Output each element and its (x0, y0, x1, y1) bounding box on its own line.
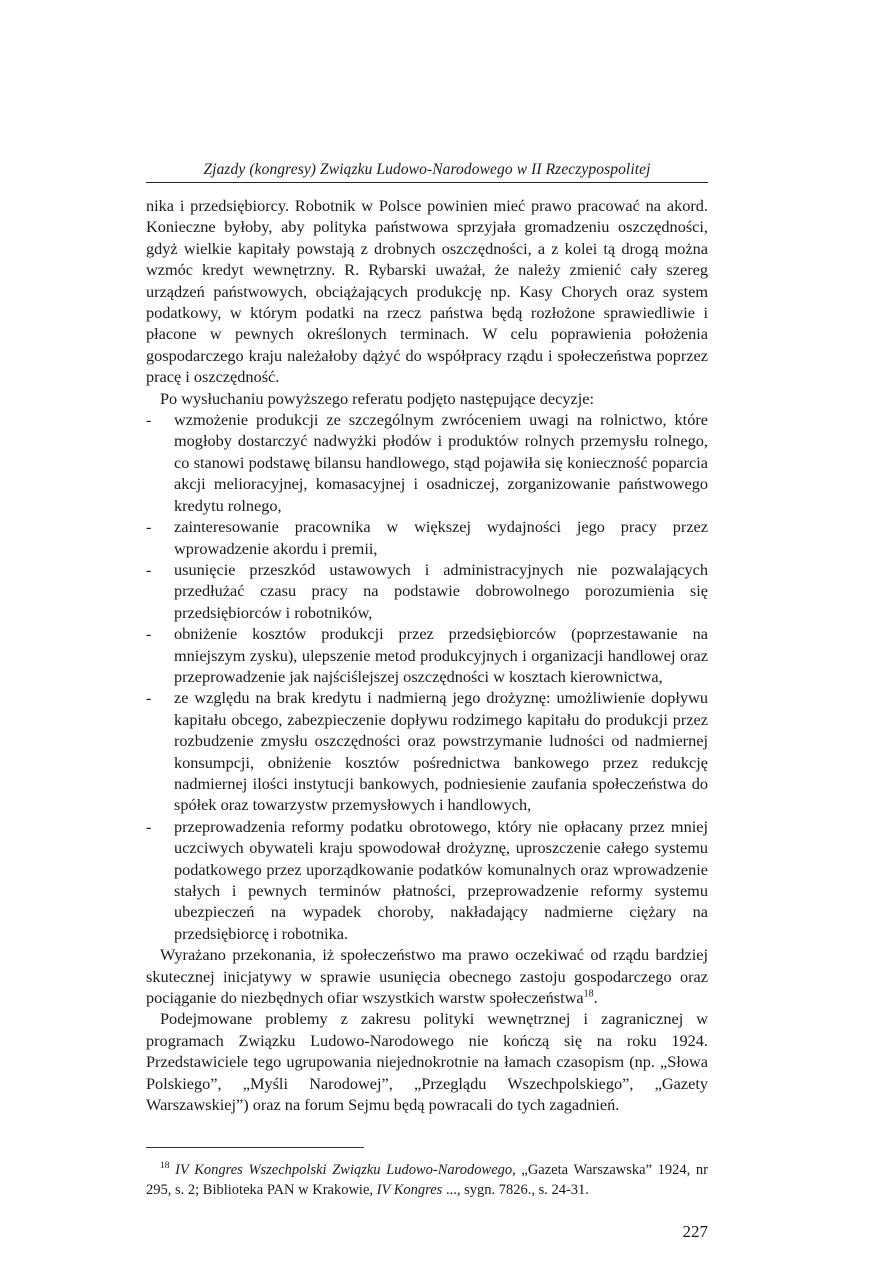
list-item-text: wzmożenie produkcji ze szczególnym zwróceniem uwagi na rolnictwo, które mogłoby dostarczyć nadwyżki płodów i produktów rolnych przemysłu rolnego, co stanowi podstawę bilansu handlowego, stąd pojawiła się konieczność poparcia akcji melioracyjnej, komasacyjnej i osadniczej, zorganizowanie państwowego kredytu rolnego, (174, 410, 708, 515)
list-item-text: obniżenie kosztów produkcji przez przedsiębiorców (poprzestawanie na mniejszym zysku), ulepszenie metod produkcyjnych i organizacji handlowej oraz przeprowadzenie jak najściślejszej oszczędności w kosztach kierownictwa, (174, 624, 708, 686)
paragraph-decisions-intro: Po wysłuchaniu powyższego referatu podjęto następujące decyzje: (160, 388, 595, 408)
list-item-text: przeprowadzenia reformy podatku obrotowego, który nie opłacany przez mniej uczciwych obywateli kraju spowodował drożyznę, uproszczenie całego systemu podatkowego przez uporządkowanie podatków komunalnych oraz wprowadzenie stałych i pewnych terminów płatności, przeprowadzenie reformy systemu ubezpieczeń na wypadek choroby, nakładający nadmierne ciężary na przedsiębiorcę i robotnika. (174, 816, 708, 943)
list-item (146, 816, 708, 944)
dash-bullet: - (146, 688, 152, 708)
page-number: 227 (682, 1222, 708, 1242)
list-item-text: usunięcie przeszkód ustawowych i administracyjnych nie pozwalających przedłużać czasu pracy na podstawie dobrowolnego porozumienia się przedsiębiorców i robotników, (174, 559, 708, 622)
footnote-separator (146, 1147, 364, 1148)
list-item (146, 687, 708, 815)
dash-bullet: - (146, 816, 152, 836)
dash-bullet: - (146, 410, 152, 430)
paragraph-expectations-text: Wyrażano przekonania, iż społeczeństwo ma prawo oczekiwać od rządu bardziej skutecznej inicjatywy w sprawie usunięcia obecnego zastoju gospodarczego oraz pociąganie do niezbędnych ofiar wszystkich warstw społeczeństwa (146, 945, 708, 1008)
list-item (146, 623, 708, 687)
paragraph-conclusion: Podejmowane problemy z zakresu polityki wewnętrznej i zagranicznej w programach Związku Ludowo-Narodowego nie kończą się na roku 1924. Przedstawiciele tego ugrupowania niejednokrotnie na łamach czasopism (np. „Słowa Polskiego”, „Myśli Narodowej”, „Przeglądu Wszechpolskiego”, „Gazety Warszawskiej”) oraz na forum Sejmu będą powracali do tych zagadnień. (146, 1009, 708, 1115)
footnote-text-2: ..., sygn. 7826., s. 24-31. (442, 1182, 589, 1199)
dash-bullet: - (146, 517, 152, 537)
body-text (146, 195, 708, 1115)
footnote-reference[interactable]: 18 (583, 988, 594, 1000)
footnote-source-title-2: IV Kongres (376, 1182, 443, 1199)
list-item-text: ze względu na brak kredytu i nadmierną jego drożyznę: umożliwienie dopływu kapitału obcego, zabezpieczenie dopływu rodzimego kapitału do produkcji przez rozbudzenie zmysłu oszczędności oraz powstrzymanie ludności od nadmiernej konsumpcji, obniżenie kosztów pośrednictwa bankowego przez redukcję nadmiernej ilości instytucji bankowych, podniesienie zaufania społeczeństwa do spółek oraz towarzystw przemysłowych i handlowych, (174, 688, 708, 815)
running-head: Zjazdy (kongresy) Związku Ludowo-Narodowego w II Rzeczypospolitej (146, 160, 708, 183)
list-item (146, 559, 708, 623)
document-page (146, 160, 708, 1242)
list-item (146, 409, 708, 516)
list-item (146, 516, 708, 559)
footnote (146, 1160, 708, 1200)
paragraph-expectations-end: . (593, 988, 598, 1008)
dash-bullet: - (146, 624, 152, 644)
decisions-list (146, 409, 708, 944)
footnote-source-title: IV Kongres Wszechpolski Związku Ludowo-Narodowego, (175, 1162, 516, 1179)
paragraph-expectations (146, 944, 708, 1008)
footnote-number: 18 (160, 1161, 170, 1172)
paragraph-continuation: nika i przedsiębiorcy. Robotnik w Polsce powinien mieć prawo pracować na akord. Konieczne byłoby, aby polityka państwowa sprzyjała gromadzeniu oszczędności, gdyż wielkie kapitały powstają z drobnych oszczędności, a z kolei tą drogą można wzmóc kredyt wewnętrzny. R. Rybarski uważał, że należy zmienić cały szereg urządzeń państwowych, obciążających produkcję np. Kasy Chorych oraz system podatkowy, w którym podatki na rzecz państwa będą rozłożone sprawiedliwie i płacone w pewnych określonych terminach. W celu poprawienia położenia gospodarczego kraju należałoby dążyć do współpracy rządu i społeczeństwa poprzez pracę i oszczędność. (146, 196, 708, 387)
footnote-text-1: „Gazeta Warszawska” 1924, nr 295, s. 2; Biblioteka PAN w Krakowie, (146, 1162, 708, 1199)
dash-bullet: - (146, 559, 152, 579)
list-item-text: zainteresowanie pracownika w większej wydajności jego pracy przez wprowadzenie akordu i premii, (174, 517, 708, 558)
